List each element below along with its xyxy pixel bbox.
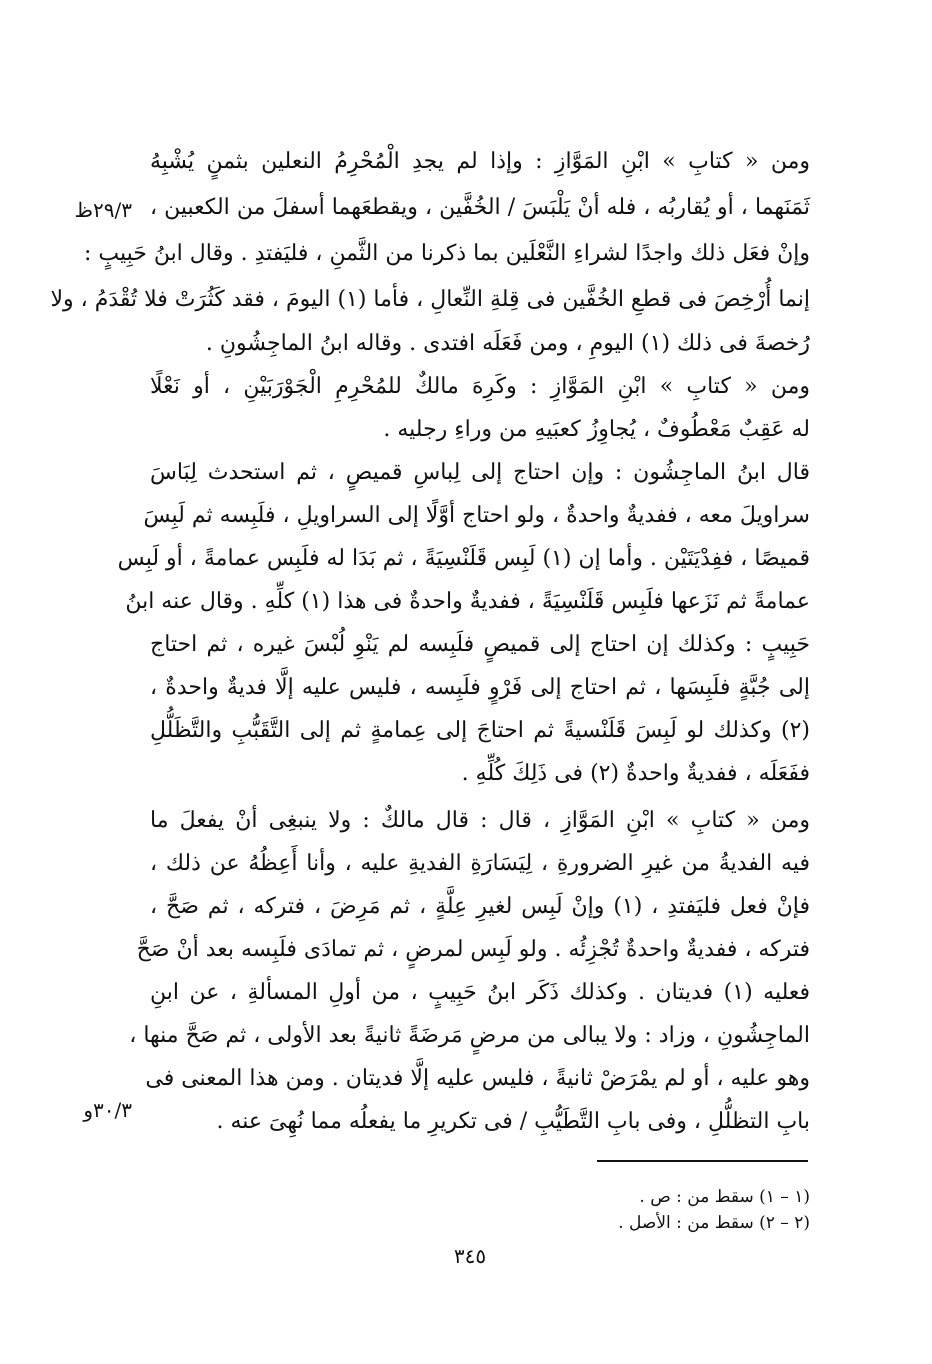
text-line: إنما أُرْخِصَ فى قطعِ الخُفَّين فى قِلةِ النِّعالِ ، فأما (١) اليومَ ، فقد كَثُرَتْ فلا تُقْدَمُ ، ولا (50, 287, 810, 312)
text-line: إلى جُبَّةٍ فلَبِسَها ، ثم احتاج إلى فَرْوٍ فلَبِسه ، فليس عليه إلَّا فديةٌ واحدةٌ ، (150, 675, 810, 700)
folio-marker: ٢٩/٣ظ (74, 198, 132, 222)
text-line: فتركه ، ففديةٌ واحدةٌ تُجْزِئُه . ولو لَبِس لمرضٍ ، ثم تمادَى فلَبِسه بعد أنْ صَحَّ (136, 937, 810, 962)
text-line: حَبِيبٍ : وكذلك إن احتاج إلى قميصٍ فلَبِسه لم يَنْوِ لُبْسَ غيره ، ثم احتاج (150, 632, 810, 657)
text-line: له عَقِبٌ مَعْطُوفٌ ، يُجاوِزُ كعبَيهِ من وراءِ رجليه . (383, 417, 810, 442)
text-line: سراويلَ معه ، ففديةٌ واحدةٌ ، ولو احتاج أوَّلًا إلى السراويلِ ، فلَبِسه ثم لَبِسَ (143, 503, 810, 528)
text-line: قال ابنُ الماجِشُون : وإن احتاج إلى لِباسِ قميصٍ ، ثم استحدث لِبَاسَ (150, 460, 810, 485)
footnote: (٢ – ٢) سقط من : الأصل . (618, 1213, 810, 1233)
text-line: ثَمَنَهما ، أو يُقاربُه ، فله أنْ يَلْبَسَ / الخُفَّين ، ويقطعَهما أسفلَ من الكعبين ، (150, 195, 810, 220)
text-line: رُخصةَ فى ذلك (١) اليومِ ، ومن فَعَلَه افتدى . وقاله ابنُ الماجِشُونِ . (205, 331, 810, 356)
text-line: ومن « كتابِ » ابْنِ المَوَّازِ : وكَرِهَ مالكٌ للمُحْرِمِ الْجَوْرَبَيْنِ ، أو نَعْلًا (150, 374, 810, 399)
text-line: بابِ التظلُّلِ ، وفى بابِ التَّطَيُّبِ / فى تكريرِ ما يفعلُه مما نُهِىَ عنه . (216, 1109, 810, 1134)
page-number: ٣٤٥ (453, 1244, 487, 1268)
text-line: الماجِشُونِ ، وزاد : ولا يبالى من مرضٍ مَرضَةً ثانيةً بعد الأولى ، ثم صَحَّ منها ، (129, 1023, 810, 1048)
text-line: ففَعَلَه ، ففديةٌ واحدةٌ (٢) فى ذَلِكَ كُلِّهِ . (461, 761, 810, 786)
text-line: عمامةً ثم نَزَعها فلَبِس قَلَنْسِيَةً ، ففديةٌ واحدةٌ فى هذا (١) كلِّهِ . وقال عنه ابنُ (125, 589, 810, 614)
text-line: فيه الفديةُ من غيرِ الضرورةِ ، لِيَسَارَةِ الفديةِ عليه ، وأنا أَعِظُهُ عن ذلك ، (150, 851, 810, 876)
text-line: وهو عليه ، أو لم يمْرَضْ ثانيةً ، فليس عليه إلَّا فديتان . ومن هذا المعنى فى (145, 1066, 810, 1091)
footnote: (١ – ١) سقط من : ص . (639, 1187, 810, 1207)
folio-marker: ٣٠/٣و (83, 1098, 132, 1122)
text-line: (٢) وكذلك لو لَبِسَ قَلَنْسيةً ثم احتاجَ إلى عِمامةٍ ثم إلى التَّقَبُّبِ والتَّظَلُّلِ (150, 718, 810, 743)
text-line: فعليه (١) فديتان . وكذلك ذَكَر ابنُ حَبِيبٍ ، من أولِ المسألةِ ، عن ابنِ (150, 980, 810, 1005)
text-line: قميصًا ، ففِدْيَتَيْن . وأما إن (١) لَبِس قَلَنْسِيَةً ، ثم بَدَا له فلَبِس عمامةً ، أو لَبِس (117, 546, 810, 571)
text-line: ومن « كتابِ » ابْنِ المَوَّازِ ، قال : قال مالكٌ : ولا ينبغِى أنْ يفعلَ ما (150, 808, 810, 833)
text-line: ومن « كتابِ » ابْنِ المَوَّازِ : وإذا لم يجدِ الْمُحْرِمُ النعلين بثمنٍ يُشْبِهُ (150, 149, 810, 174)
footnote-separator (597, 1160, 808, 1162)
text-line: وإنْ فعَل ذلك واجدًا لشراءِ النَّعْلَين بما ذكرنا من الثَّمنِ ، فليَفتدِ . وقال ابنُ حَبِيبٍ : (83, 241, 810, 266)
text-line: فإنْ فعل فليَفتدِ ، (١) وإنْ لَبِس لغيرِ عِلَّةٍ ، ثم مَرِضَ ، فتركه ، ثم صَحَّ ، (150, 894, 810, 919)
